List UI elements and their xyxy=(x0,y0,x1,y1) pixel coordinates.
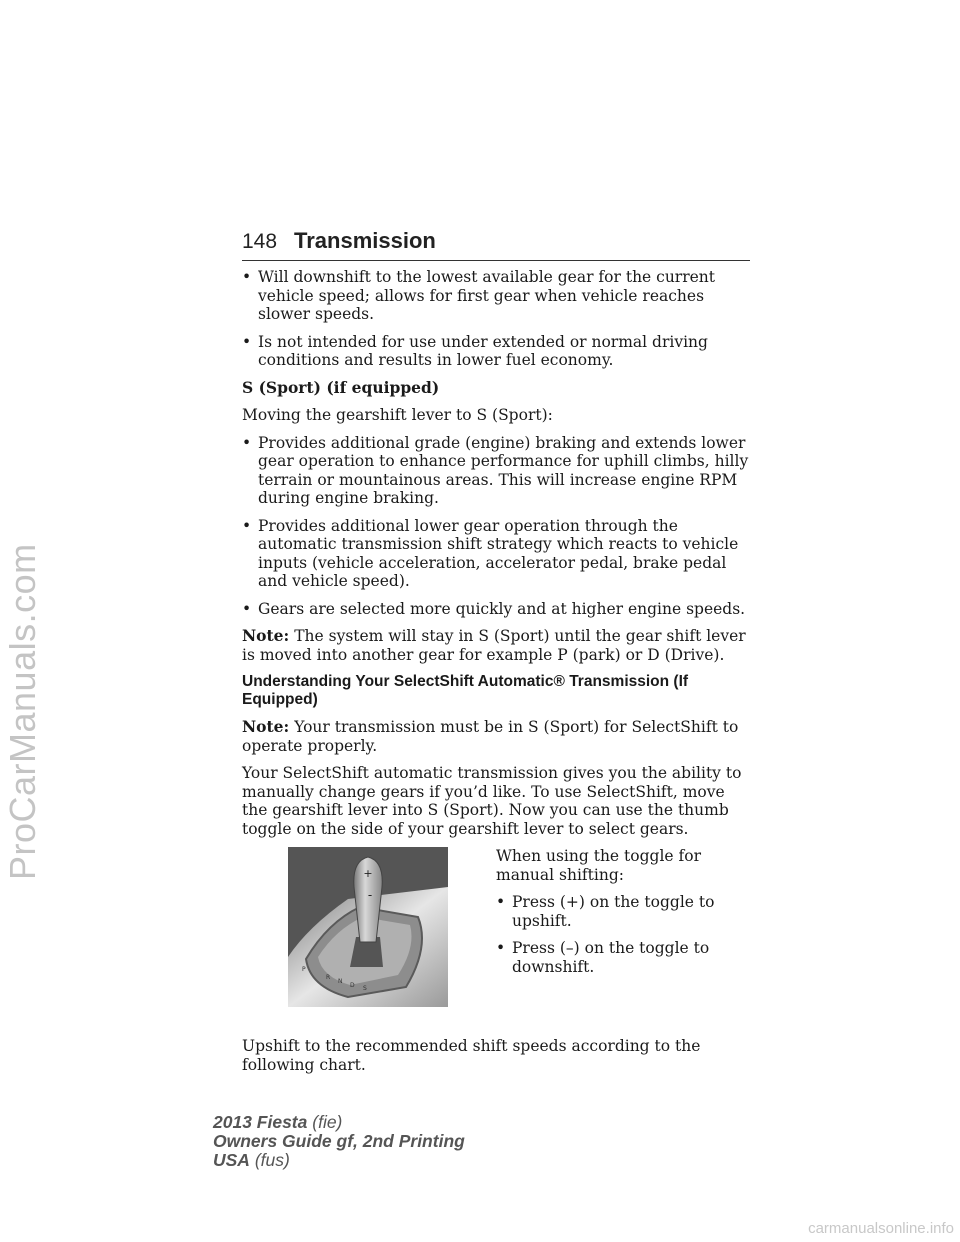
footer-guide: Owners Guide gf, 2nd Printing xyxy=(213,1131,465,1151)
page-footer xyxy=(213,1113,465,1170)
section-title: Transmission xyxy=(294,228,436,253)
page-header xyxy=(242,230,750,261)
note-text: The system will stay in S (Sport) until the gear shift lever is moved into another gear for example P (park) or D (Drive). xyxy=(242,627,746,664)
footer-line xyxy=(213,1132,465,1151)
bullet-item: • Press (+) on the toggle to upshift. xyxy=(496,893,750,930)
footer-line xyxy=(213,1151,465,1170)
bullet-item: • Provides additional lower gear operation through the automatic transmission shift strategy which reacts to vehicle inputs (vehicle acceleration, accelerator pedal, brake pedal and vehicle speed). xyxy=(242,517,750,591)
gear-letter: P xyxy=(302,966,306,973)
selectshift-paragraph: Your SelectShift automatic transmission gives you the ability to manually change gears if you’d like. To use SelectShift, move the gearshift lever into S (Sport). Now you can use the thumb toggle on the side of your gearshift lever to select gears. xyxy=(242,764,742,838)
closing-paragraph: Upshift to the recommended shift speeds according to the following chart. xyxy=(242,1037,701,1074)
selectshift-note xyxy=(242,718,750,755)
note-text: Your transmission must be in S (Sport) for SelectShift to operate properly. xyxy=(242,718,739,755)
bullet-item: • Is not intended for use under extended or normal driving conditions and results in lower fuel economy. xyxy=(242,333,750,370)
sport-note xyxy=(242,627,750,664)
gearshift-illustration xyxy=(288,847,448,1007)
footer-market: USA xyxy=(213,1150,250,1170)
footer-line xyxy=(213,1113,465,1132)
gear-letter: D xyxy=(350,982,355,989)
footer-model: 2013 Fiesta xyxy=(213,1112,308,1132)
page-number: 148 xyxy=(242,230,278,253)
bullet-item: • Will downshift to the lowest available gear for the current vehicle speed; allows for first gear when vehicle reaches slower speeds. xyxy=(242,268,750,324)
page-content xyxy=(242,268,750,1083)
footer-model-code: (fie) xyxy=(312,1112,343,1132)
footer-market-code: (fus) xyxy=(254,1150,290,1170)
note-label: Note: xyxy=(242,626,290,645)
toggle-intro: When using the toggle for manual shifting: xyxy=(496,847,701,884)
figure-row xyxy=(242,847,750,1027)
gear-letter: S xyxy=(363,985,367,992)
bullet-item: • Provides additional grade (engine) braking and extends lower gear operation to enhance performance for uphill climbs, hilly terrain or mountainous areas. This will increase engine RPM during engine braking. xyxy=(242,434,750,508)
bottom-watermark: carmanualsonline.info xyxy=(808,1220,954,1237)
bullet-item: • Gears are selected more quickly and at higher engine speeds. xyxy=(242,600,750,619)
selectshift-heading: Understanding Your SelectShift Automatic® Transmission (If Equipped) xyxy=(242,673,689,708)
sport-heading: S (Sport) (if equipped) xyxy=(242,377,440,397)
gear-letter: R xyxy=(326,974,331,981)
bullet-item: • Press (–) on the toggle to downshift. xyxy=(496,939,750,976)
toggle-instructions xyxy=(496,847,750,985)
plus-marker: + xyxy=(363,867,373,880)
gear-letter: N xyxy=(338,978,343,985)
minus-marker: - xyxy=(367,888,373,902)
side-watermark: ProCarManuals.com xyxy=(2,543,43,880)
note-label: Note: xyxy=(242,717,290,736)
sport-intro: Moving the gearshift lever to S (Sport): xyxy=(242,406,553,424)
